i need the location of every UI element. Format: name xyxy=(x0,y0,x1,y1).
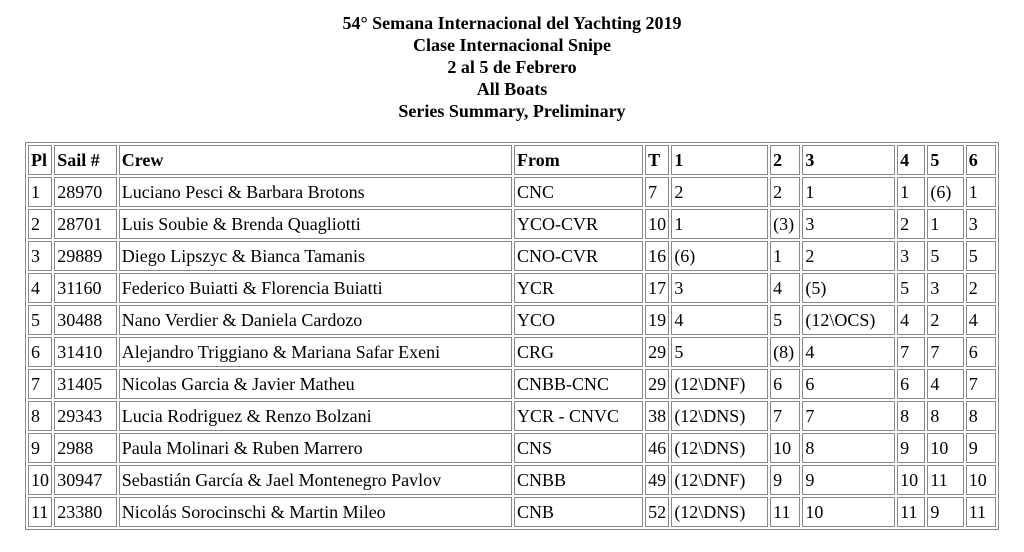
race-2-cell: 10 xyxy=(770,433,800,463)
total-cell: 38 xyxy=(645,401,669,431)
col-header-race-2: 2 xyxy=(770,145,800,175)
from-cell: CNB xyxy=(514,497,643,527)
total-cell: 49 xyxy=(645,465,669,495)
race-5-cell: 5 xyxy=(927,241,963,271)
col-header-crew: Crew xyxy=(119,145,512,175)
from-cell: CNC xyxy=(514,177,643,207)
place-cell: 2 xyxy=(28,209,52,239)
place-cell: 10 xyxy=(28,465,52,495)
place-cell: 11 xyxy=(28,497,52,527)
race-2-cell: 9 xyxy=(770,465,800,495)
sail-number-cell: 31405 xyxy=(54,369,117,399)
race-1-cell: 1 xyxy=(671,209,768,239)
total-cell: 29 xyxy=(645,369,669,399)
race-4-cell: 1 xyxy=(897,177,925,207)
race-4-cell: 3 xyxy=(897,241,925,271)
race-1-cell: 4 xyxy=(671,305,768,335)
crew-cell: Paula Molinari & Ruben Marrero xyxy=(119,433,512,463)
fleet-label: All Boats xyxy=(476,79,548,99)
race-1-cell: (12\DNF) xyxy=(671,465,768,495)
race-5-cell: 9 xyxy=(927,497,963,527)
from-cell: CNBB xyxy=(514,465,643,495)
race-2-cell: 7 xyxy=(770,401,800,431)
race-4-cell: 7 xyxy=(897,337,925,367)
place-cell: 6 xyxy=(28,337,52,367)
table-row xyxy=(28,465,996,495)
race-4-cell: 4 xyxy=(897,305,925,335)
col-header-from: From xyxy=(514,145,643,175)
table-row xyxy=(28,337,996,367)
race-6-cell: 1 xyxy=(966,177,996,207)
crew-cell: Nano Verdier & Daniela Cardozo xyxy=(119,305,512,335)
race-4-cell: 10 xyxy=(897,465,925,495)
col-header-race-5: 5 xyxy=(927,145,963,175)
table-row xyxy=(28,241,996,271)
race-2-cell: 4 xyxy=(770,273,800,303)
race-3-cell: 10 xyxy=(802,497,895,527)
race-6-cell: 7 xyxy=(966,369,996,399)
class-title: Clase Internacional Snipe xyxy=(412,35,612,55)
race-2-cell: 2 xyxy=(770,177,800,207)
race-6-cell: 9 xyxy=(966,433,996,463)
race-6-cell: 4 xyxy=(966,305,996,335)
race-5-cell: 3 xyxy=(927,273,963,303)
race-4-cell: 6 xyxy=(897,369,925,399)
total-cell: 7 xyxy=(645,177,669,207)
race-4-cell: 9 xyxy=(897,433,925,463)
total-cell: 10 xyxy=(645,209,669,239)
race-5-cell: 10 xyxy=(927,433,963,463)
table-row xyxy=(28,209,996,239)
from-cell: YCO-CVR xyxy=(514,209,643,239)
crew-cell: Nicolas Garcia & Javier Matheu xyxy=(119,369,512,399)
from-cell: YCR xyxy=(514,273,643,303)
results-header xyxy=(0,12,1024,122)
col-header-race-4: 4 xyxy=(897,145,925,175)
sail-number-cell: 23380 xyxy=(54,497,117,527)
race-5-cell: 7 xyxy=(927,337,963,367)
race-6-cell: 11 xyxy=(966,497,996,527)
race-2-cell: (8) xyxy=(770,337,800,367)
col-header-total: T xyxy=(645,145,669,175)
sail-number-cell: 2988 xyxy=(54,433,117,463)
from-cell: YCO xyxy=(514,305,643,335)
table-header-row xyxy=(28,145,996,175)
race-5-cell: 11 xyxy=(927,465,963,495)
race-2-cell: 6 xyxy=(770,369,800,399)
total-cell: 16 xyxy=(645,241,669,271)
race-3-cell: 3 xyxy=(802,209,895,239)
total-cell: 29 xyxy=(645,337,669,367)
sail-number-cell: 31410 xyxy=(54,337,117,367)
sail-number-cell: 29343 xyxy=(54,401,117,431)
race-2-cell: 1 xyxy=(770,241,800,271)
from-cell: CNBB-CNC xyxy=(514,369,643,399)
race-2-cell: 11 xyxy=(770,497,800,527)
race-6-cell: 3 xyxy=(966,209,996,239)
race-3-cell: (5) xyxy=(802,273,895,303)
sail-number-cell: 28970 xyxy=(54,177,117,207)
race-6-cell: 5 xyxy=(966,241,996,271)
race-1-cell: 3 xyxy=(671,273,768,303)
race-3-cell: (12\OCS) xyxy=(802,305,895,335)
col-header-sail-number: Sail # xyxy=(54,145,117,175)
table-row xyxy=(28,273,996,303)
table-row xyxy=(28,177,996,207)
race-6-cell: 8 xyxy=(966,401,996,431)
race-1-cell: (6) xyxy=(671,241,768,271)
total-cell: 46 xyxy=(645,433,669,463)
table-row xyxy=(28,305,996,335)
total-cell: 19 xyxy=(645,305,669,335)
event-dates: 2 al 5 de Febrero xyxy=(447,57,577,77)
from-cell: CRG xyxy=(514,337,643,367)
race-1-cell: 5 xyxy=(671,337,768,367)
race-5-cell: 1 xyxy=(927,209,963,239)
crew-cell: Diego Lipszyc & Bianca Tamanis xyxy=(119,241,512,271)
place-cell: 3 xyxy=(28,241,52,271)
col-header-race-6: 6 xyxy=(966,145,996,175)
race-6-cell: 6 xyxy=(966,337,996,367)
total-cell: 52 xyxy=(645,497,669,527)
place-cell: 9 xyxy=(28,433,52,463)
race-1-cell: 2 xyxy=(671,177,768,207)
race-1-cell: (12\DNS) xyxy=(671,497,768,527)
race-5-cell: 2 xyxy=(927,305,963,335)
race-5-cell: 4 xyxy=(927,369,963,399)
place-cell: 8 xyxy=(28,401,52,431)
race-3-cell: 2 xyxy=(802,241,895,271)
race-2-cell: 5 xyxy=(770,305,800,335)
crew-cell: Alejandro Triggiano & Mariana Safar Exeni xyxy=(119,337,512,367)
crew-cell: Federico Buiatti & Florencia Buiatti xyxy=(119,273,512,303)
race-3-cell: 4 xyxy=(802,337,895,367)
race-6-cell: 2 xyxy=(966,273,996,303)
sail-number-cell: 30947 xyxy=(54,465,117,495)
race-1-cell: (12\DNS) xyxy=(671,401,768,431)
from-cell: CNO-CVR xyxy=(514,241,643,271)
race-2-cell: (3) xyxy=(770,209,800,239)
sail-number-cell: 30488 xyxy=(54,305,117,335)
summary-label: Series Summary, Preliminary xyxy=(398,101,626,121)
race-3-cell: 8 xyxy=(802,433,895,463)
total-cell: 17 xyxy=(645,273,669,303)
race-5-cell: 8 xyxy=(927,401,963,431)
race-5-cell: (6) xyxy=(927,177,963,207)
from-cell: YCR - CNVC xyxy=(514,401,643,431)
col-header-race-1: 1 xyxy=(671,145,768,175)
crew-cell: Luciano Pesci & Barbara Brotons xyxy=(119,177,512,207)
place-cell: 4 xyxy=(28,273,52,303)
table-row xyxy=(28,369,996,399)
race-3-cell: 7 xyxy=(802,401,895,431)
crew-cell: Lucia Rodriguez & Renzo Bolzani xyxy=(119,401,512,431)
sail-number-cell: 29889 xyxy=(54,241,117,271)
race-6-cell: 10 xyxy=(966,465,996,495)
table-row xyxy=(28,433,996,463)
col-header-race-3: 3 xyxy=(802,145,895,175)
results-table xyxy=(25,142,999,530)
crew-cell: Sebastián García & Jael Montenegro Pavlov xyxy=(119,465,512,495)
results-body xyxy=(28,177,996,527)
crew-cell: Nicolás Sorocinschi & Martin Mileo xyxy=(119,497,512,527)
from-cell: CNS xyxy=(514,433,643,463)
race-3-cell: 6 xyxy=(802,369,895,399)
race-4-cell: 5 xyxy=(897,273,925,303)
race-3-cell: 1 xyxy=(802,177,895,207)
crew-cell: Luis Soubie & Brenda Quagliotti xyxy=(119,209,512,239)
place-cell: 1 xyxy=(28,177,52,207)
race-3-cell: 9 xyxy=(802,465,895,495)
race-4-cell: 8 xyxy=(897,401,925,431)
table-row xyxy=(28,497,996,527)
sail-number-cell: 28701 xyxy=(54,209,117,239)
place-cell: 7 xyxy=(28,369,52,399)
race-4-cell: 11 xyxy=(897,497,925,527)
sail-number-cell: 31160 xyxy=(54,273,117,303)
race-1-cell: (12\DNS) xyxy=(671,433,768,463)
table-row xyxy=(28,401,996,431)
event-title: 54° Semana Internacional del Yachting 2019 xyxy=(342,13,682,33)
race-4-cell: 2 xyxy=(897,209,925,239)
place-cell: 5 xyxy=(28,305,52,335)
col-header-place: Pl xyxy=(28,145,52,175)
race-1-cell: (12\DNF) xyxy=(671,369,768,399)
